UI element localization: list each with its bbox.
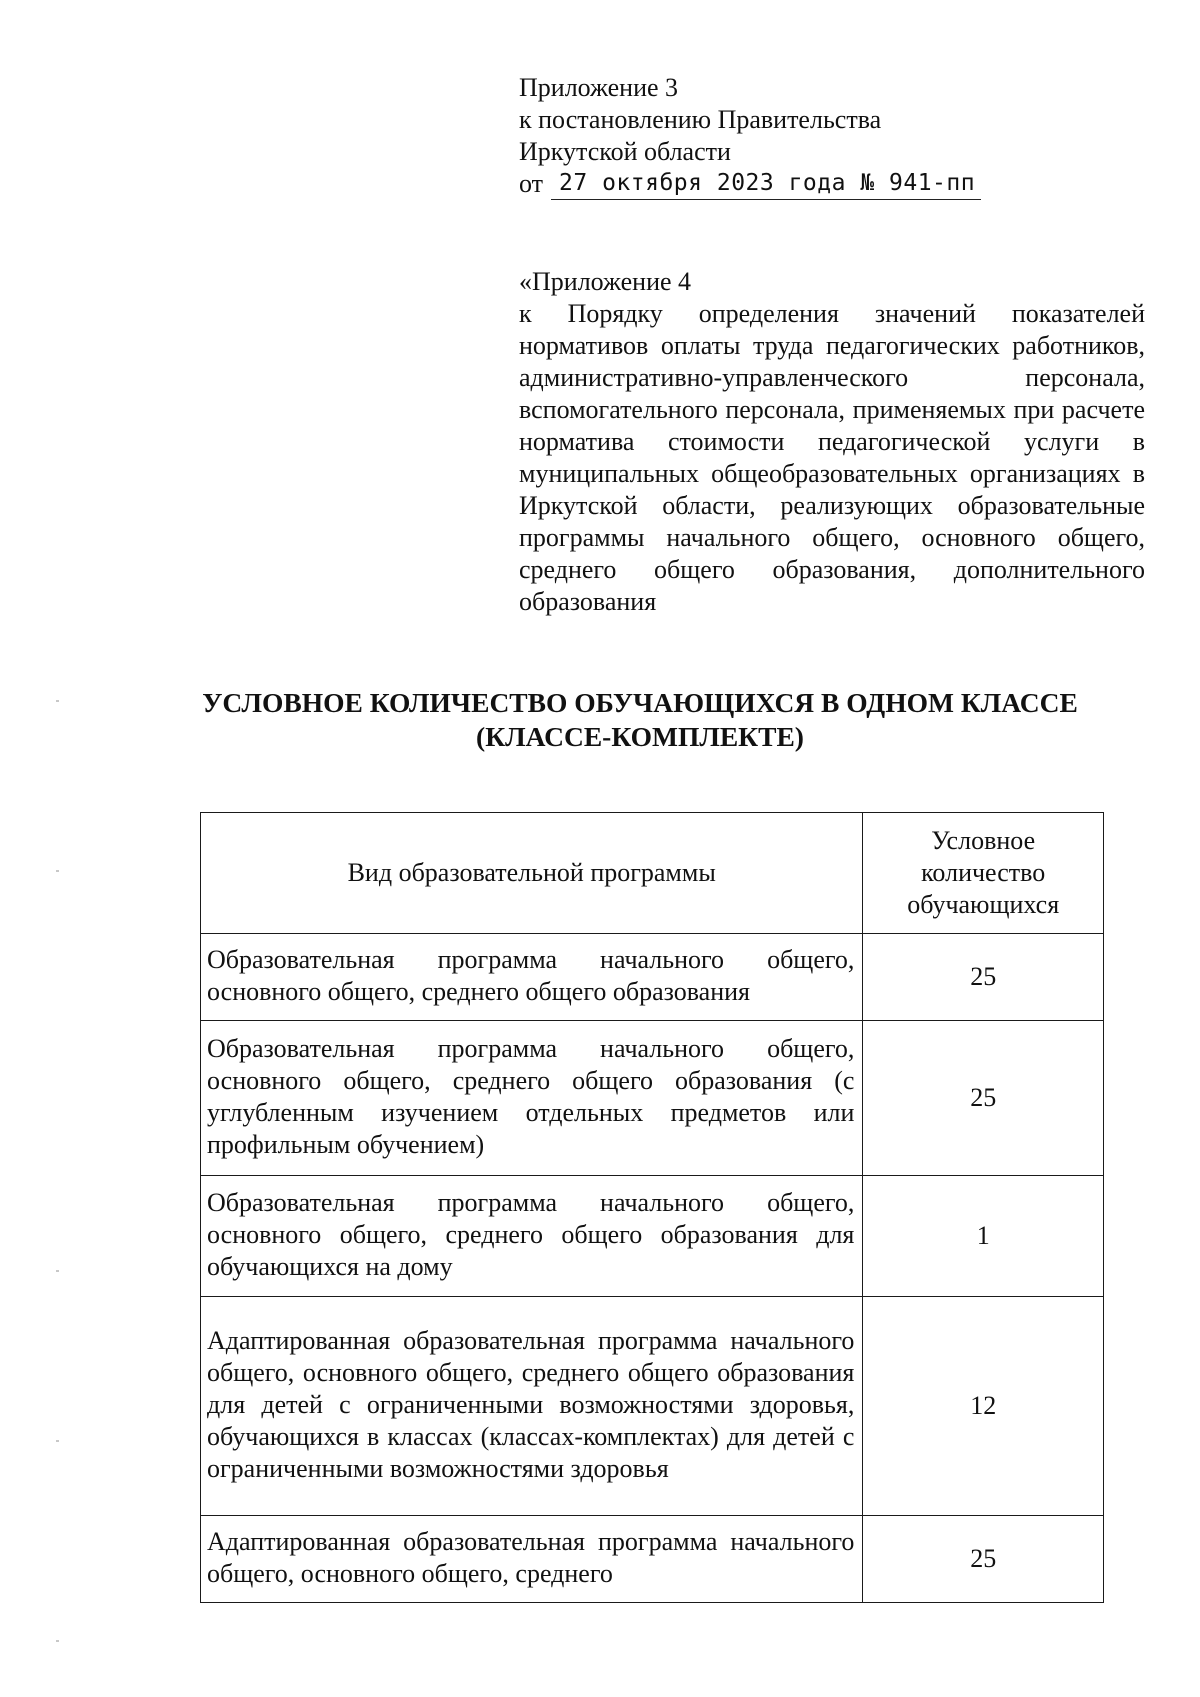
header-count-line-2: количество (921, 858, 1046, 887)
appendix-3-date-line (519, 168, 1119, 200)
table-row (201, 1297, 1104, 1516)
table-row (201, 1021, 1104, 1176)
header-program-type: Вид образовательной программы (201, 813, 863, 934)
student-count-cell: 1 (863, 1176, 1104, 1297)
appendix-4-body: к Порядку определения значений показателей нормативов оплаты труда педагогических работников, административно-управленческого персонала, вспомогательного персонала, применяемых при расчете норматива стоимости педагогической услуги в муниципальных общеобразовательных организациях в Иркутской области, реализующих образовательные программы начального общего, основного общего, среднего общего образования, дополнительного образования (519, 299, 1145, 616)
table-row (201, 1516, 1104, 1603)
program-name-cell: Адаптированная образовательная программа начального общего, основного общего, среднего (201, 1516, 863, 1603)
appendix-3-line-region: Иркутской области (519, 137, 731, 166)
scan-speck (56, 1270, 59, 1272)
student-count-cell: 25 (863, 1516, 1104, 1603)
header-count-line-3: обучающихся (907, 890, 1060, 919)
table-row (201, 934, 1104, 1021)
program-name-cell: Образовательная программа начального общего, основного общего, среднего общего образования (201, 934, 863, 1021)
scan-speck (56, 1440, 59, 1442)
program-name-cell: Образовательная программа начального общего, основного общего, среднего общего образования для обучающихся на дому (201, 1176, 863, 1297)
programs-table (200, 812, 1104, 1603)
table-row (201, 1176, 1104, 1297)
program-name-cell: Образовательная программа начального общего, основного общего, среднего общего образования (с углубленным изучением отдельных предметов или профильным обучением) (201, 1021, 863, 1176)
programs-table-wrapper (200, 812, 1104, 1603)
appendix-3-line-resolution: к постановлению Правительства (519, 105, 882, 134)
page-title-line-2: (КЛАССЕ-КОМПЛЕКТЕ) (476, 721, 804, 752)
header-student-count (863, 813, 1104, 934)
scan-speck (56, 870, 59, 872)
date-prefix: от (519, 169, 544, 198)
student-count-cell: 12 (863, 1297, 1104, 1516)
resolution-date-number: 27 октября 2023 года № 941-пп (551, 168, 981, 200)
student-count-cell: 25 (863, 934, 1104, 1021)
appendix-3-block (519, 72, 1119, 200)
scan-speck (56, 1640, 59, 1642)
page-title (160, 686, 1120, 754)
appendix-3-title: Приложение 3 (519, 73, 679, 102)
student-count-cell: 25 (863, 1021, 1104, 1176)
appendix-4-title: «Приложение 4 (519, 267, 692, 296)
header-count-line-1: Условное (931, 826, 1036, 855)
program-name-cell: Адаптированная образовательная программа начального общего, основного общего, среднего общего образования для детей с ограниченными возможностями здоровья, обучающихся в классах (классах-комплектах) для детей с ограниченными возможностями здоровья (201, 1297, 863, 1516)
appendix-4-block (519, 266, 1145, 618)
scan-speck (56, 700, 59, 702)
table-header-row (201, 813, 1104, 934)
page-title-line-1: УСЛОВНОЕ КОЛИЧЕСТВО ОБУЧАЮЩИХСЯ В ОДНОМ КЛАССЕ (202, 687, 1078, 718)
